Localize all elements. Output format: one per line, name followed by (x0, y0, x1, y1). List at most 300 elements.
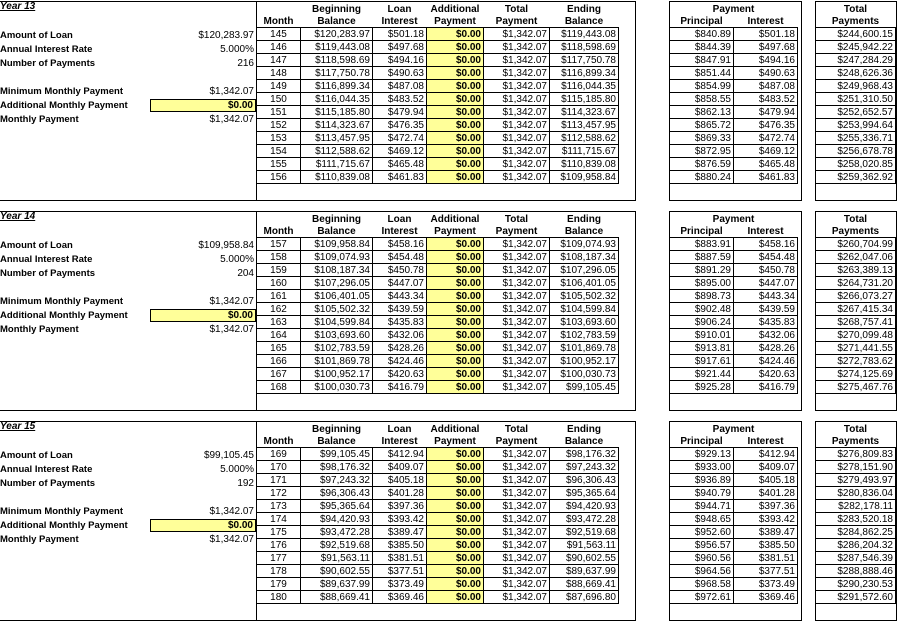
table-row (816, 93, 896, 106)
principal-cell: $944.71 (670, 500, 734, 513)
principal-cell: $840.89 (670, 28, 734, 41)
beginning-balance-cell: $107,296.05 (301, 277, 373, 290)
month-cell: 145 (257, 28, 301, 41)
table-row (670, 290, 798, 303)
year-block (0, 420, 897, 624)
ending-balance-cell: $116,899.34 (550, 67, 619, 80)
loan-interest-cell: $393.42 (373, 513, 427, 526)
month-cell: 154 (257, 145, 301, 158)
month-cell: 152 (257, 119, 301, 132)
annual-interest-rate-value: 5.000% (220, 464, 254, 475)
ending-balance-cell: $115,185.80 (550, 93, 619, 106)
amount-of-loan-label: Amount of Loan (0, 240, 73, 251)
year-title: Year 15 (0, 421, 36, 432)
interest-cell: $401.28 (734, 487, 798, 500)
ending-balance-cell: $99,105.45 (550, 381, 619, 394)
total-payments-cell: $255,336.71 (816, 132, 896, 145)
table-row (670, 303, 798, 316)
principal-cell: $933.00 (670, 461, 734, 474)
additional-payment-cell[interactable]: $0.00 (427, 238, 484, 251)
total-payments-cell: $267,415.34 (816, 303, 896, 316)
column-header: Principal (680, 435, 723, 447)
interest-cell: $465.48 (734, 158, 798, 171)
additional-payment-cell[interactable]: $0.00 (427, 329, 484, 342)
annual-interest-rate-label: Annual Interest Rate (0, 254, 93, 265)
total-payment-cell: $1,342.07 (484, 158, 550, 171)
total-payments-cell: $279,493.97 (816, 474, 896, 487)
beginning-balance-cell: $117,750.78 (301, 67, 373, 80)
additional-payment-cell[interactable]: $0.00 (427, 342, 484, 355)
table-row (257, 355, 619, 368)
column-header: Balance (564, 225, 604, 237)
payment-split-table (669, 423, 798, 604)
additional-payment-cell[interactable]: $0.00 (427, 461, 484, 474)
table-row (816, 539, 896, 552)
interest-cell: $424.46 (734, 355, 798, 368)
total-payments-cell: $247,284.29 (816, 54, 896, 67)
interest-cell: $393.42 (734, 513, 798, 526)
table-row (816, 171, 896, 184)
loan-interest-cell: $373.49 (373, 578, 427, 591)
table-row (257, 552, 619, 565)
total-payment-cell: $1,342.07 (484, 448, 550, 461)
month-cell: 157 (257, 238, 301, 251)
total-payments-cell: $287,546.39 (816, 552, 896, 565)
month-cell: 175 (257, 526, 301, 539)
ending-balance-cell: $101,869.78 (550, 342, 619, 355)
column-header: Interest (381, 225, 418, 237)
total-payments-cell: $291,572.60 (816, 591, 896, 604)
beginning-balance-cell: $99,105.45 (301, 448, 373, 461)
ending-balance-cell: $106,401.05 (550, 277, 619, 290)
table-row (257, 290, 619, 303)
additional-payment-cell[interactable]: $0.00 (427, 158, 484, 171)
total-payment-cell: $1,342.07 (484, 487, 550, 500)
table-row (816, 578, 896, 591)
ending-balance-cell: $105,502.32 (550, 290, 619, 303)
total-payment-cell: $1,342.07 (484, 591, 550, 604)
month-cell: 151 (257, 106, 301, 119)
additional-payment-cell[interactable]: $0.00 (427, 41, 484, 54)
additional-payment-cell[interactable]: $0.00 (427, 171, 484, 184)
total-payment-cell: $1,342.07 (484, 251, 550, 264)
table-row (257, 238, 619, 251)
month-cell: 176 (257, 539, 301, 552)
ending-balance-cell: $93,472.28 (550, 513, 619, 526)
table-row (670, 106, 798, 119)
table-row (670, 316, 798, 329)
additional-payment-cell[interactable]: $0.00 (427, 67, 484, 80)
total-payments-cell: $244,600.15 (816, 28, 896, 41)
month-cell: 168 (257, 381, 301, 394)
total-payments-cell: $283,520.18 (816, 513, 896, 526)
additional-payment-cell[interactable]: $0.00 (427, 591, 484, 604)
loan-interest-cell: $409.07 (373, 461, 427, 474)
total-payments-cell: $270,099.48 (816, 329, 896, 342)
ending-balance-cell: $92,519.68 (550, 526, 619, 539)
minimum-monthly-payment-label: Minimum Monthly Payment (0, 86, 123, 97)
additional-payment-cell[interactable]: $0.00 (427, 290, 484, 303)
additional-monthly-payment-label: Additional Monthly Payment (0, 310, 128, 321)
column-header: Balance (317, 225, 356, 237)
additional-payment-cell[interactable]: $0.00 (427, 526, 484, 539)
total-payments-cell: $256,678.78 (816, 145, 896, 158)
table-row (816, 448, 896, 461)
ending-balance-cell: $91,563.11 (550, 539, 619, 552)
loan-interest-cell: $385.50 (373, 539, 427, 552)
loan-interest-cell: $472.74 (373, 132, 427, 145)
loan-interest-cell: $377.51 (373, 565, 427, 578)
total-payment-cell: $1,342.07 (484, 578, 550, 591)
additional-payment-cell[interactable]: $0.00 (427, 316, 484, 329)
total-payment-cell: $1,342.07 (484, 132, 550, 145)
ending-balance-cell: $88,669.41 (550, 578, 619, 591)
beginning-balance-cell: $92,519.68 (301, 539, 373, 552)
beginning-balance-cell: $118,598.69 (301, 54, 373, 67)
table-row (670, 500, 798, 513)
beginning-balance-cell: $103,693.60 (301, 329, 373, 342)
loan-interest-cell: $454.48 (373, 251, 427, 264)
table-row (816, 487, 896, 500)
principal-cell: $917.61 (670, 355, 734, 368)
ending-balance-cell: $90,602.55 (550, 552, 619, 565)
table-row (257, 106, 619, 119)
table-row (816, 513, 896, 526)
total-payment-cell: $1,342.07 (484, 67, 550, 80)
ending-balance-cell: $113,457.95 (550, 119, 619, 132)
loan-interest-cell: $461.83 (373, 171, 427, 184)
additional-payment-cell[interactable]: $0.00 (427, 578, 484, 591)
beginning-balance-cell: $115,185.80 (301, 106, 373, 119)
loan-interest-cell: $381.51 (373, 552, 427, 565)
column-header: Total (504, 423, 529, 435)
column-header: Payment (712, 423, 755, 435)
table-row (816, 54, 896, 67)
additional-payment-cell[interactable]: $0.00 (427, 80, 484, 93)
column-header: Interest (381, 15, 418, 27)
table-row (257, 277, 619, 290)
total-payments-cell: $248,626.36 (816, 67, 896, 80)
total-payments-cell: $264,731.20 (816, 277, 896, 290)
total-payment-cell: $1,342.07 (484, 54, 550, 67)
total-payment-cell: $1,342.07 (484, 80, 550, 93)
table-row (816, 565, 896, 578)
table-row (257, 513, 619, 526)
additional-payment-cell[interactable]: $0.00 (427, 119, 484, 132)
beginning-balance-cell: $113,457.95 (301, 132, 373, 145)
additional-payment-cell[interactable]: $0.00 (427, 381, 484, 394)
additional-payment-cell[interactable]: $0.00 (427, 303, 484, 316)
loan-interest-cell: $469.12 (373, 145, 427, 158)
additional-payment-cell[interactable]: $0.00 (427, 487, 484, 500)
payment-split-table (669, 213, 798, 394)
month-cell: 158 (257, 251, 301, 264)
interest-cell: $397.36 (734, 500, 798, 513)
ending-balance-cell: $100,030.73 (550, 368, 619, 381)
beginning-balance-cell: $120,283.97 (301, 28, 373, 41)
amount-of-loan-value: $109,958.84 (198, 240, 254, 251)
additional-monthly-payment-input[interactable]: $0.00 (150, 99, 256, 112)
table-row (257, 171, 619, 184)
loan-interest-cell: $405.18 (373, 474, 427, 487)
principal-cell: $880.24 (670, 171, 734, 184)
additional-payment-cell[interactable]: $0.00 (427, 448, 484, 461)
column-header: Principal (680, 225, 723, 237)
column-header (257, 3, 301, 15)
total-payments-cell: $259,362.92 (816, 171, 896, 184)
additional-payment-cell[interactable]: $0.00 (427, 132, 484, 145)
loan-interest-cell: $490.63 (373, 67, 427, 80)
loan-interest-cell: $401.28 (373, 487, 427, 500)
beginning-balance-cell: $95,365.64 (301, 500, 373, 513)
interest-cell: $409.07 (734, 461, 798, 474)
loan-interest-cell: $432.06 (373, 329, 427, 342)
column-header: Beginning (312, 423, 361, 435)
total-payment-cell: $1,342.07 (484, 329, 550, 342)
beginning-balance-cell: $110,839.08 (301, 171, 373, 184)
additional-payment-cell[interactable]: $0.00 (427, 539, 484, 552)
table-row (670, 539, 798, 552)
minimum-monthly-payment-label: Minimum Monthly Payment (0, 296, 123, 307)
additional-payment-cell[interactable]: $0.00 (427, 264, 484, 277)
interest-cell: $439.59 (734, 303, 798, 316)
table-row (670, 67, 798, 80)
table-row (670, 487, 798, 500)
column-header: Additional (430, 213, 480, 225)
loan-interest-cell: $447.07 (373, 277, 427, 290)
month-cell: 174 (257, 513, 301, 526)
additional-payment-cell[interactable]: $0.00 (427, 565, 484, 578)
additional-payment-cell[interactable]: $0.00 (427, 54, 484, 67)
ending-balance-cell: $117,750.78 (550, 54, 619, 67)
loan-interest-cell: $439.59 (373, 303, 427, 316)
table-row (257, 80, 619, 93)
beginning-balance-cell: $100,030.73 (301, 381, 373, 394)
total-payment-cell: $1,342.07 (484, 526, 550, 539)
total-payments-table (815, 213, 896, 394)
total-payment-cell: $1,342.07 (484, 474, 550, 487)
table-row (257, 565, 619, 578)
table-row (816, 316, 896, 329)
month-cell: 172 (257, 487, 301, 500)
monthly-payment-label: Monthly Payment (0, 534, 79, 545)
beginning-balance-cell: $97,243.32 (301, 474, 373, 487)
amount-of-loan-value: $99,105.45 (203, 450, 254, 461)
interest-cell: $369.46 (734, 591, 798, 604)
additional-payment-cell[interactable]: $0.00 (427, 106, 484, 119)
table-row (816, 355, 896, 368)
column-header: Ending (567, 423, 601, 435)
principal-cell: $844.39 (670, 41, 734, 54)
column-header: Balance (564, 435, 604, 447)
total-payments-cell: $245,942.22 (816, 41, 896, 54)
table-row (816, 461, 896, 474)
month-cell: 178 (257, 565, 301, 578)
beginning-balance-cell: $94,420.93 (301, 513, 373, 526)
interest-cell: $435.83 (734, 316, 798, 329)
loan-interest-cell: $369.46 (373, 591, 427, 604)
column-header: Interest (381, 435, 418, 447)
interest-cell: $494.16 (734, 54, 798, 67)
table-row (816, 238, 896, 251)
column-header: Ending (567, 3, 601, 15)
additional-payment-cell[interactable]: $0.00 (427, 145, 484, 158)
month-cell: 147 (257, 54, 301, 67)
month-cell: 170 (257, 461, 301, 474)
table-row (257, 461, 619, 474)
total-payment-cell: $1,342.07 (484, 368, 550, 381)
principal-cell: $921.44 (670, 368, 734, 381)
ending-balance-cell: $103,693.60 (550, 316, 619, 329)
additional-monthly-payment-input[interactable]: $0.00 (150, 519, 256, 532)
number-of-payments-label: Number of Payments (0, 58, 96, 69)
interest-cell: $479.94 (734, 106, 798, 119)
table-row (257, 329, 619, 342)
additional-payment-cell[interactable]: $0.00 (427, 355, 484, 368)
beginning-balance-cell: $106,401.05 (301, 290, 373, 303)
total-payment-cell: $1,342.07 (484, 145, 550, 158)
additional-payment-cell[interactable]: $0.00 (427, 251, 484, 264)
column-header: Payments (831, 435, 880, 447)
interest-cell: $389.47 (734, 526, 798, 539)
column-header: Principal (680, 15, 723, 27)
additional-payment-cell[interactable]: $0.00 (427, 28, 484, 41)
interest-cell: $501.18 (734, 28, 798, 41)
column-header: Additional (430, 423, 480, 435)
year-title: Year 14 (0, 211, 36, 222)
total-payment-cell: $1,342.07 (484, 500, 550, 513)
principal-cell: $847.91 (670, 54, 734, 67)
principal-cell: $891.29 (670, 264, 734, 277)
total-payments-cell: $275,467.76 (816, 381, 896, 394)
table-row (670, 461, 798, 474)
total-payments-cell: $258,020.85 (816, 158, 896, 171)
total-payments-cell: $260,704.99 (816, 238, 896, 251)
principal-cell: $956.57 (670, 539, 734, 552)
month-cell: 169 (257, 448, 301, 461)
ending-balance-cell: $89,637.99 (550, 565, 619, 578)
ending-balance-cell: $114,323.67 (550, 106, 619, 119)
minimum-monthly-payment-value: $1,342.07 (209, 296, 254, 307)
table-row (816, 368, 896, 381)
additional-payment-cell[interactable]: $0.00 (427, 93, 484, 106)
interest-cell: $432.06 (734, 329, 798, 342)
additional-payment-cell[interactable]: $0.00 (427, 500, 484, 513)
table-row (816, 145, 896, 158)
table-row (816, 526, 896, 539)
table-row (670, 80, 798, 93)
total-payments-cell: $271,441.55 (816, 342, 896, 355)
table-row (670, 251, 798, 264)
total-payment-cell: $1,342.07 (484, 238, 550, 251)
beginning-balance-cell: $116,899.34 (301, 80, 373, 93)
principal-cell: $858.55 (670, 93, 734, 106)
month-cell: 149 (257, 80, 301, 93)
total-payments-cell: $266,073.27 (816, 290, 896, 303)
month-cell: 173 (257, 500, 301, 513)
interest-cell: $443.34 (734, 290, 798, 303)
interest-cell: $487.08 (734, 80, 798, 93)
principal-cell: $948.65 (670, 513, 734, 526)
total-payments-cell: $278,151.90 (816, 461, 896, 474)
table-row (816, 28, 896, 41)
total-payment-cell: $1,342.07 (484, 28, 550, 41)
loan-interest-cell: $476.35 (373, 119, 427, 132)
table-row (670, 54, 798, 67)
loan-interest-cell: $428.26 (373, 342, 427, 355)
principal-cell: $936.89 (670, 474, 734, 487)
additional-monthly-payment-input[interactable]: $0.00 (150, 309, 256, 322)
additional-payment-cell[interactable]: $0.00 (427, 277, 484, 290)
interest-cell: $450.78 (734, 264, 798, 277)
column-header (257, 423, 301, 435)
total-payments-cell: $282,178.11 (816, 500, 896, 513)
minimum-monthly-payment-value: $1,342.07 (209, 506, 254, 517)
total-payments-cell: $253,994.64 (816, 119, 896, 132)
loan-interest-cell: $483.52 (373, 93, 427, 106)
month-cell: 165 (257, 342, 301, 355)
interest-cell: $461.83 (734, 171, 798, 184)
table-row (670, 93, 798, 106)
additional-payment-cell[interactable]: $0.00 (427, 552, 484, 565)
total-payment-cell: $1,342.07 (484, 539, 550, 552)
additional-payment-cell[interactable]: $0.00 (427, 368, 484, 381)
table-row (816, 474, 896, 487)
column-header: Payment (712, 3, 755, 15)
month-cell: 162 (257, 303, 301, 316)
column-header: Total (843, 423, 868, 435)
amount-of-loan-value: $120,283.97 (198, 30, 254, 41)
ending-balance-cell: $97,243.32 (550, 461, 619, 474)
total-payment-cell: $1,342.07 (484, 461, 550, 474)
column-header: Total (843, 213, 868, 225)
table-row (257, 316, 619, 329)
amount-of-loan-label: Amount of Loan (0, 450, 73, 461)
month-cell: 179 (257, 578, 301, 591)
principal-cell: $865.72 (670, 119, 734, 132)
payment-split-table (669, 3, 798, 184)
principal-cell: $906.24 (670, 316, 734, 329)
additional-payment-cell[interactable]: $0.00 (427, 474, 484, 487)
table-row (257, 251, 619, 264)
additional-payment-cell[interactable]: $0.00 (427, 513, 484, 526)
month-cell: 150 (257, 93, 301, 106)
loan-interest-cell: $497.68 (373, 41, 427, 54)
table-row (257, 539, 619, 552)
annual-interest-rate-value: 5.000% (220, 254, 254, 265)
column-header: Interest (747, 225, 784, 237)
total-payments-cell: $274,125.69 (816, 368, 896, 381)
table-row (670, 171, 798, 184)
table-row (257, 145, 619, 158)
principal-cell: $876.59 (670, 158, 734, 171)
table-row (816, 591, 896, 604)
total-payments-table (815, 3, 896, 184)
ending-balance-cell: $95,365.64 (550, 487, 619, 500)
table-row (816, 264, 896, 277)
ending-balance-cell: $102,783.59 (550, 329, 619, 342)
column-header: Payment (434, 15, 476, 27)
total-payment-cell: $1,342.07 (484, 290, 550, 303)
total-payment-cell: $1,342.07 (484, 513, 550, 526)
year-title: Year 13 (0, 1, 36, 12)
table-row (257, 119, 619, 132)
ending-balance-cell: $112,588.62 (550, 132, 619, 145)
column-header: Month (263, 435, 294, 447)
column-header: Interest (747, 435, 784, 447)
loan-interest-cell: $435.83 (373, 316, 427, 329)
ending-balance-cell: $98,176.32 (550, 448, 619, 461)
